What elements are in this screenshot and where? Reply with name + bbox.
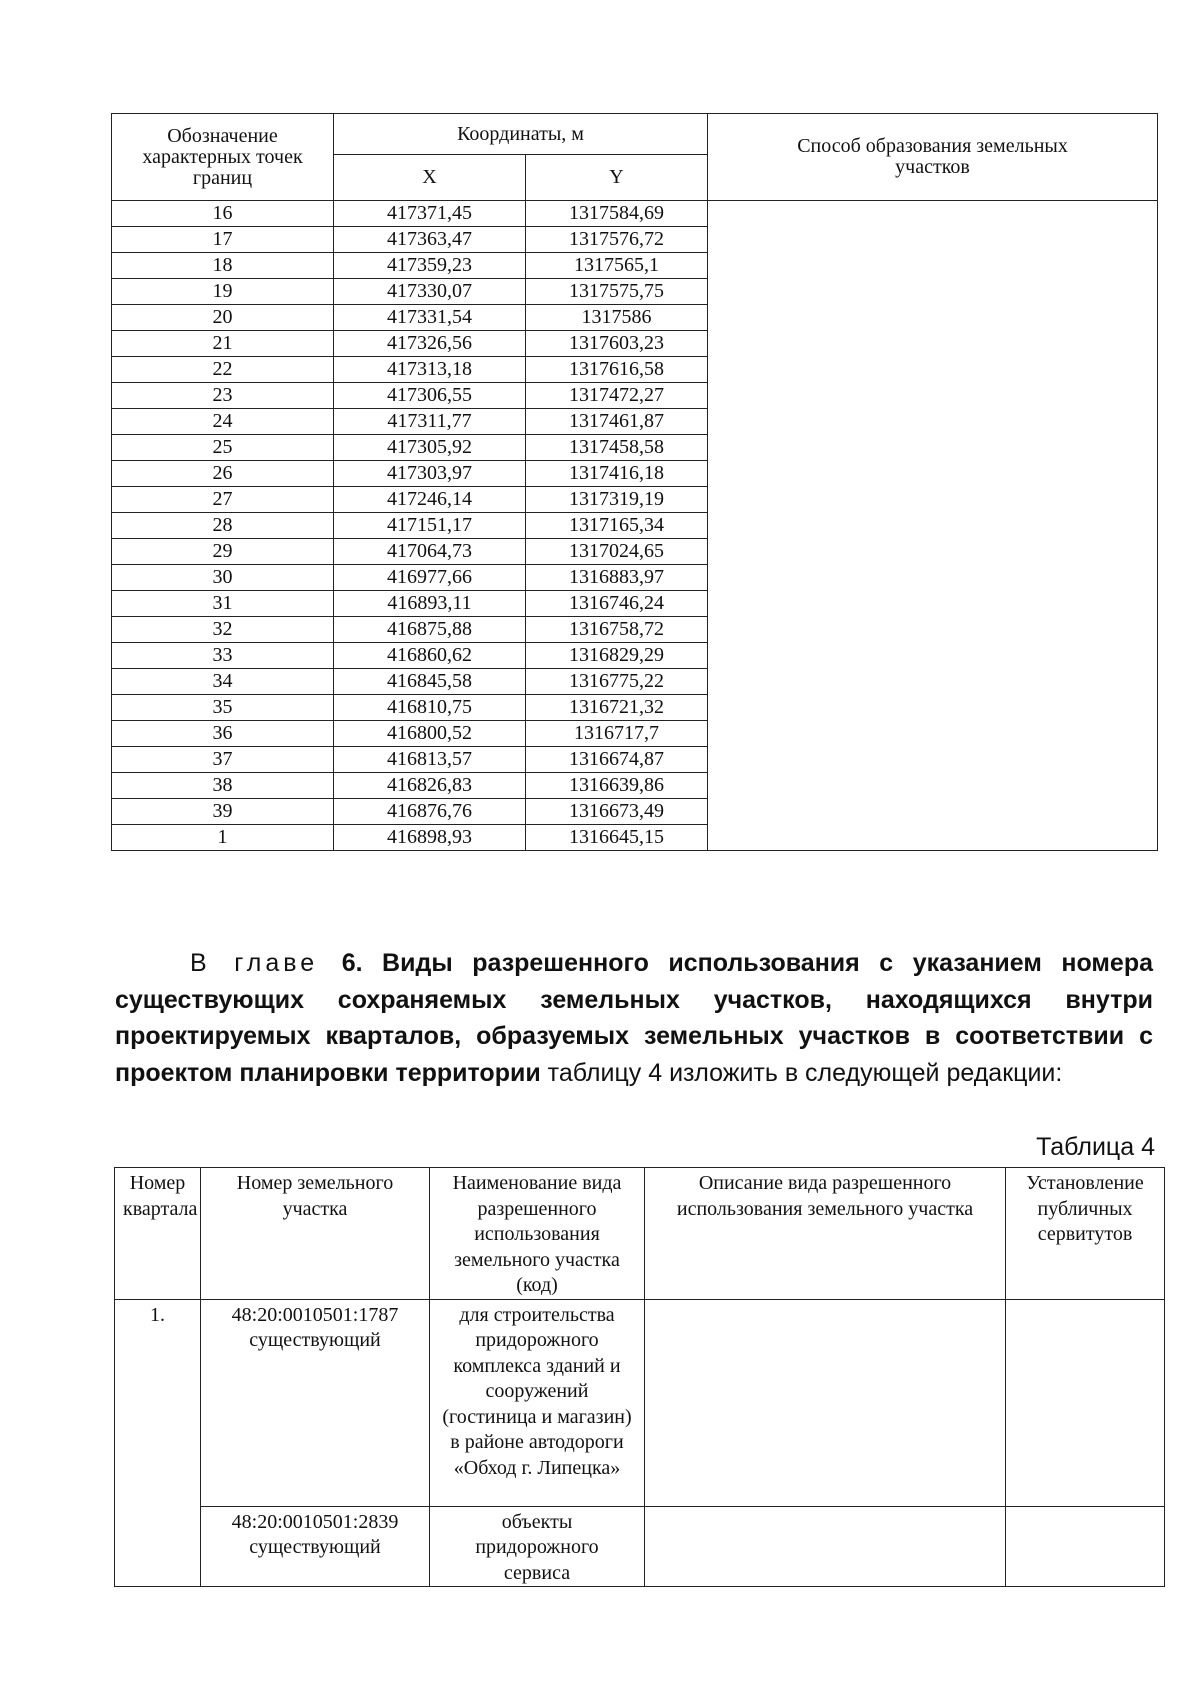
y-coordinate-cell: 1317461,87 (526, 409, 708, 435)
t4-plot-cell: 48:20:0010501:1787 существующий (201, 1299, 430, 1506)
y-coordinate-cell: 1317416,18 (526, 461, 708, 487)
x-coordinate-cell: 416826,83 (334, 773, 526, 799)
y-coordinate-cell: 1316674,87 (526, 747, 708, 773)
y-coordinate-cell: 1317472,27 (526, 383, 708, 409)
x-coordinate-cell: 417064,73 (334, 539, 526, 565)
y-coordinate-cell: 1317576,72 (526, 227, 708, 253)
paragraph-tail: таблицу 4 изложить в следующей редакции: (540, 1058, 1063, 1087)
x-coordinate-cell: 417330,07 (334, 279, 526, 305)
point-number-cell: 35 (112, 695, 334, 721)
point-number-cell: 32 (112, 617, 334, 643)
t4-use-name-cell: для строительства придорожного комплекса зданий и сооружений (гостиница и магазин) в районе автодороги «Обход г. Липецка» (430, 1299, 645, 1506)
point-number-cell: 31 (112, 591, 334, 617)
table4-caption: Таблица 4 (1036, 1133, 1155, 1161)
point-number-cell: 26 (112, 461, 334, 487)
y-coordinate-cell: 1317165,34 (526, 513, 708, 539)
t4-servitude-cell (1006, 1506, 1165, 1587)
point-number-cell: 19 (112, 279, 334, 305)
y-coordinate-cell: 1317584,69 (526, 201, 708, 227)
y-coordinate-cell: 1316673,49 (526, 799, 708, 825)
header-y-label: Y (526, 155, 708, 201)
y-coordinate-cell: 1316883,97 (526, 565, 708, 591)
point-number-cell: 28 (112, 513, 334, 539)
x-coordinate-cell: 417363,47 (334, 227, 526, 253)
paragraph-chapter-title: 6. Виды разрешенного использования с указанием номера существующих сохраняемых земельных участков, находящихся внутри проектируемых кварталов, образуемых земельных участков в соответствии с проектом планировки территории (115, 949, 1153, 1087)
x-coordinate-cell: 416876,76 (334, 799, 526, 825)
coord-row (112, 201, 1158, 227)
t4-use-desc-cell (645, 1299, 1006, 1506)
x-coordinate-cell: 417313,18 (334, 357, 526, 383)
point-number-cell: 37 (112, 747, 334, 773)
point-number-cell: 23 (112, 383, 334, 409)
y-coordinate-cell: 1317458,58 (526, 435, 708, 461)
point-number-cell: 21 (112, 331, 334, 357)
x-coordinate-cell: 416875,88 (334, 617, 526, 643)
point-number-cell: 34 (112, 669, 334, 695)
point-number-cell: 29 (112, 539, 334, 565)
x-coordinate-cell: 417305,92 (334, 435, 526, 461)
x-coordinate-cell: 417246,14 (334, 487, 526, 513)
point-number-cell: 18 (112, 253, 334, 279)
point-number-cell: 20 (112, 305, 334, 331)
x-coordinate-cell: 417326,56 (334, 331, 526, 357)
y-coordinate-cell: 1317603,23 (526, 331, 708, 357)
point-number-cell: 39 (112, 799, 334, 825)
x-coordinate-cell: 416800,52 (334, 721, 526, 747)
y-coordinate-cell: 1316758,72 (526, 617, 708, 643)
point-number-cell: 36 (112, 721, 334, 747)
t4-plot-cell: 48:20:0010501:2839 существующий (201, 1506, 430, 1587)
y-coordinate-cell: 1317586 (526, 305, 708, 331)
x-coordinate-cell: 416810,75 (334, 695, 526, 721)
point-number-cell: 30 (112, 565, 334, 591)
header-method-label: Способ образования земельных участков (708, 114, 1158, 201)
y-coordinate-cell: 1316829,29 (526, 643, 708, 669)
x-coordinate-cell: 417303,97 (334, 461, 526, 487)
y-coordinate-cell: 1316717,7 (526, 721, 708, 747)
x-coordinate-cell: 417331,54 (334, 305, 526, 331)
y-coordinate-cell: 1317565,1 (526, 253, 708, 279)
point-number-cell: 22 (112, 357, 334, 383)
point-number-cell: 33 (112, 643, 334, 669)
t4-use-name-cell: объекты придорожного сервиса (430, 1506, 645, 1587)
paragraph-lead: В главе (190, 949, 342, 977)
y-coordinate-cell: 1316775,22 (526, 669, 708, 695)
t4-header-quarter: Номер квартала (115, 1168, 201, 1300)
x-coordinate-cell: 416893,11 (334, 591, 526, 617)
point-number-cell: 17 (112, 227, 334, 253)
header-x-label: X (334, 155, 526, 201)
y-coordinate-cell: 1316746,24 (526, 591, 708, 617)
t4-quarter-cell: 1. (115, 1299, 201, 1587)
x-coordinate-cell: 417371,45 (334, 201, 526, 227)
y-coordinate-cell: 1317024,65 (526, 539, 708, 565)
point-number-cell: 25 (112, 435, 334, 461)
x-coordinate-cell: 416898,93 (334, 825, 526, 851)
y-coordinate-cell: 1316721,32 (526, 695, 708, 721)
t4-header-use-desc: Описание вида разрешенного использования земельного участка (645, 1168, 1006, 1300)
x-coordinate-cell: 417359,23 (334, 253, 526, 279)
t4-header-plot: Номер земельного участка (201, 1168, 430, 1300)
t4-servitude-cell (1006, 1299, 1165, 1506)
x-coordinate-cell: 417151,17 (334, 513, 526, 539)
point-number-cell: 16 (112, 201, 334, 227)
y-coordinate-cell: 1316645,15 (526, 825, 708, 851)
table-4 (114, 1167, 1165, 1587)
amendment-paragraph (115, 945, 1153, 1091)
header-point-label: Обозначение характерных точек границ (112, 114, 334, 201)
t4-use-desc-cell (645, 1506, 1006, 1587)
coordinates-body (112, 201, 1158, 851)
t4-header-use-name: Наименование вида разрешенного использования земельного участка (код) (430, 1168, 645, 1300)
x-coordinate-cell: 417306,55 (334, 383, 526, 409)
point-number-cell: 1 (112, 825, 334, 851)
y-coordinate-cell: 1317616,58 (526, 357, 708, 383)
y-coordinate-cell: 1317319,19 (526, 487, 708, 513)
x-coordinate-cell: 417311,77 (334, 409, 526, 435)
x-coordinate-cell: 416813,57 (334, 747, 526, 773)
x-coordinate-cell: 416977,66 (334, 565, 526, 591)
x-coordinate-cell: 416860,62 (334, 643, 526, 669)
x-coordinate-cell: 416845,58 (334, 669, 526, 695)
header-coords-label: Координаты, м (334, 114, 708, 155)
t4-header-servitude: Установление публичных сервитутов (1006, 1168, 1165, 1300)
point-number-cell: 27 (112, 487, 334, 513)
point-number-cell: 38 (112, 773, 334, 799)
y-coordinate-cell: 1317575,75 (526, 279, 708, 305)
method-cell (708, 201, 1158, 851)
coordinates-table (111, 113, 1158, 851)
point-number-cell: 24 (112, 409, 334, 435)
y-coordinate-cell: 1316639,86 (526, 773, 708, 799)
